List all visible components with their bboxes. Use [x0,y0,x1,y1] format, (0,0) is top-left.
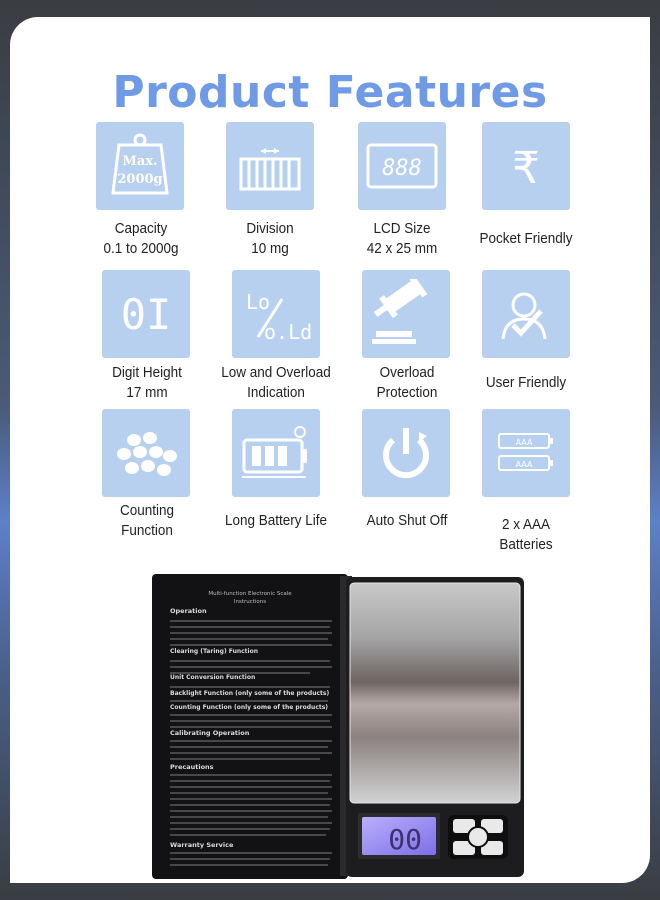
manual-unit: Unit Conversion Function [170,674,256,681]
manual-operation: Operation [170,607,207,615]
feature-digit-height: Digit Height 17 mm [112,364,182,401]
manual-subtitle: Instructions [233,599,267,605]
feature-division: Division 10 mg [246,220,294,257]
manual-backlight: Backlight Function (only some of the products) [170,690,330,697]
battery-label-1: AAA [515,438,533,447]
lcd-reading: 00 [388,823,422,856]
product-feature-card [10,17,650,883]
feature-auto-shut-off: Auto Shut Off [366,512,448,529]
weighing-pan [350,583,520,803]
lcd-digits: 888 [382,156,422,181]
feature-user-friendly: User Friendly [485,374,567,391]
feature-low-overload: Low and Overload Indication [221,364,331,401]
feature-battery-life: Long Battery Life [224,512,328,529]
feature-overload-protection: Overload Protection [376,364,438,401]
low-text: Lo [246,290,271,314]
manual-warranty: Warranty Service [170,841,234,849]
feature-lcd-size: LCD Size 42 x 25 mm [366,220,438,257]
feature-capacity: Capacity 0.1 to 2000g [103,220,179,257]
feature-aaa-batteries: 2 x AAA Batteries [499,516,553,553]
product-photo [10,17,650,883]
feature-counting: Counting Function [119,502,175,539]
scale-center-button[interactable] [468,827,488,847]
digit-glyphs: 0I [120,290,172,339]
battery-label-2: AAA [515,460,533,469]
rupee-symbol: ₹ [512,143,540,194]
manual-calibrating: Calibrating Operation [170,729,250,737]
manual-counting: Counting Function (only some of the products) [170,704,329,711]
manual-precautions: Precautions [170,763,214,771]
page-title: Product Features [112,67,548,118]
overload-text: o.Ld [264,320,313,344]
max-weight-value: 2000g [117,172,163,187]
feature-pocket-friendly: Pocket Friendly [479,230,573,247]
max-weight-label: Max. [122,154,158,169]
manual-title: Multi-function Electronic Scale [208,591,292,597]
manual-taring: Clearing (Taring) Function [170,648,258,655]
